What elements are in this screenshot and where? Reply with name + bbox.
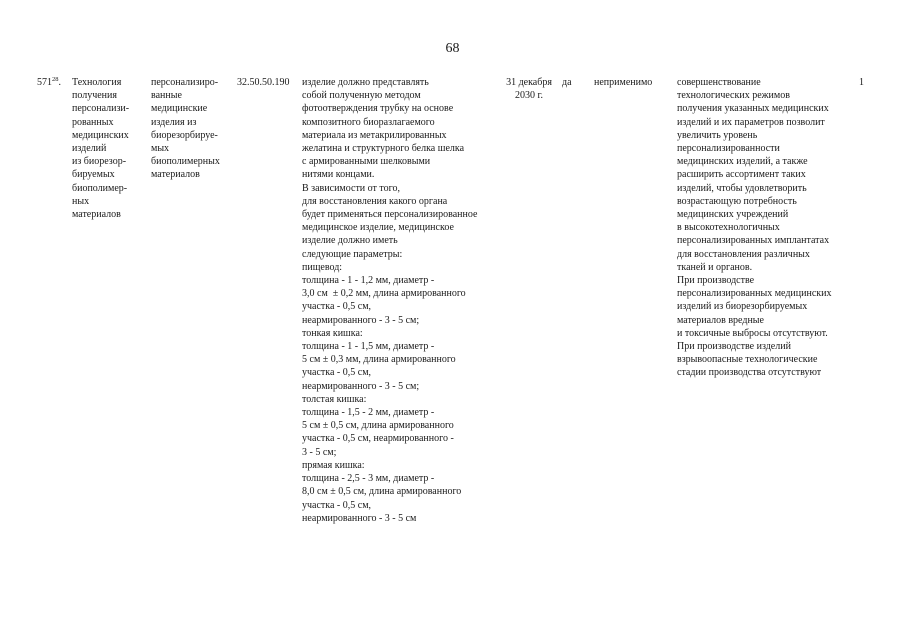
text-line: биополимер- [72,182,128,194]
row-index-suffix: . [58,77,61,88]
text-line: 31 декабря [506,77,552,88]
text-line: стадии производства отсутствуют [677,367,822,379]
text-line: увеличить уровень [677,129,758,141]
text-line: При производстве [677,275,755,287]
row-index [37,76,73,89]
text-line: персонализированности [677,143,780,155]
text-line: материала из метакрилированных [302,129,447,141]
text-line: Технология [72,77,122,88]
text-line: композитного биоразлагаемого [302,116,435,128]
text-line: изделий, чтобы удовлетворить [677,182,807,194]
text-line: неармированного - 3 - 5 см; [302,380,420,392]
text-line: расширить ассортимент таких [677,169,806,181]
text-line: рованных [72,116,114,128]
text-line: пищевод: [302,261,343,273]
text-line: и токсичные выбросы отсутствуют. [677,327,828,339]
text-line: 8,0 см ± 0,5 см, длина армированного [302,486,462,498]
text-line: изделий и их параметров позволит [677,116,825,128]
text-line: тканей и органов. [677,261,753,273]
text-line: бируемых [72,169,115,181]
text-line: мых [151,143,170,155]
page-number: 68 [445,41,460,56]
text-line: толщина - 1 - 1,2 мм, диаметр - [302,275,435,287]
text-line: При производстве изделий [677,341,791,353]
text-line: ванные [151,90,182,102]
text-line: персонализированных имплантатах [677,235,830,247]
text-line: толщина - 1,5 - 2 мм, диаметр - [302,407,435,419]
text-line: материалов вредные [677,314,764,326]
effect-cell [677,76,855,380]
text-line: в высокотехнологичных [677,222,780,234]
text-line: толщина - 1 - 1,5 мм, диаметр - [302,341,435,353]
deadline-extra-cell: да [562,77,572,88]
text-line: получения [72,90,117,102]
row-index-main: 571 [37,77,52,88]
text-line: медицинских учреждений [677,209,789,221]
text-line: толщина - 2,5 - 3 мм, диаметр - [302,473,435,485]
text-line: медицинское изделие, медицинское [302,222,454,234]
text-line: получения указанных медицинских [677,103,829,115]
text-line: возрастающую потребность [677,195,797,207]
text-line: участка - 0,5 см, [302,301,372,313]
text-line: для восстановления какого органа [302,195,448,207]
text-line: прямая кишка: [302,459,365,471]
text-line: из биорезор- [72,156,127,168]
row-index-superscript: 28 [52,76,59,83]
text-line: 2030 г. [515,90,543,102]
text-line: изделие должно представлять [302,77,429,88]
text-line: участка - 0,5 см, неармированного - [302,433,454,445]
text-line: для восстановления различных [677,248,810,260]
text-line: персонализиро- [151,77,219,88]
text-line: изделий из биорезорбируемых [677,301,808,313]
requirements-cell [302,76,498,525]
text-line: 3,0 см ± 0,2 мм, длина армированного [302,288,466,300]
text-line: 5 см ± 0,3 мм, длина армированного [302,354,456,366]
text-line: медицинские [151,103,208,115]
text-line: 3 - 5 см; [302,446,337,458]
last-column-cell: 1 [859,77,864,88]
technology-name-cell [72,76,150,221]
text-line: технологических режимов [677,90,790,102]
text-line: персонализированных медицинских [677,288,832,300]
text-line: взрывоопасные технологические [677,354,818,366]
text-line: биорезорбируе- [151,129,218,141]
text-line: собой полученную методом [302,90,421,102]
text-line: В зависимости от того, [302,182,400,194]
text-line: медицинских изделий, а также [677,156,808,168]
text-line: будет применяться персонализированное [302,209,478,221]
text-line: тонкая кишка: [302,327,363,339]
text-line: изделий [72,143,107,155]
text-line: изделие должно иметь [302,235,398,247]
text-line: персонализи- [72,103,130,115]
text-line: ных [72,195,90,207]
text-line: изделия из [151,116,197,128]
text-line: материалов [151,169,200,181]
okpd-code-cell: 32.50.50.190 [237,77,290,88]
text-line: участка - 0,5 см, [302,367,372,379]
text-line: биополимерных [151,156,220,168]
deadline-cell [502,76,556,102]
text-line: с армированными шелковыми [302,156,431,168]
text-line: 5 см ± 0,5 см, длина армированного [302,420,454,432]
product-kind-cell [151,76,233,182]
text-line: следующие параметры: [302,248,403,260]
text-line: толстая кишка: [302,393,367,405]
text-line: желатина и структурного белка шелка [302,143,465,155]
text-line: медицинских [72,129,129,141]
text-line: участка - 0,5 см, [302,499,372,511]
not-applicable-cell: неприменимо [594,77,653,88]
text-line: материалов [72,209,121,221]
text-line: неармированного - 3 - 5 см [302,512,417,524]
text-line: совершенствование [677,77,761,88]
text-line: нитями концами. [302,169,375,181]
text-line: неармированного - 3 - 5 см; [302,314,420,326]
text-line: фотоотверждения трубку на основе [302,103,454,115]
